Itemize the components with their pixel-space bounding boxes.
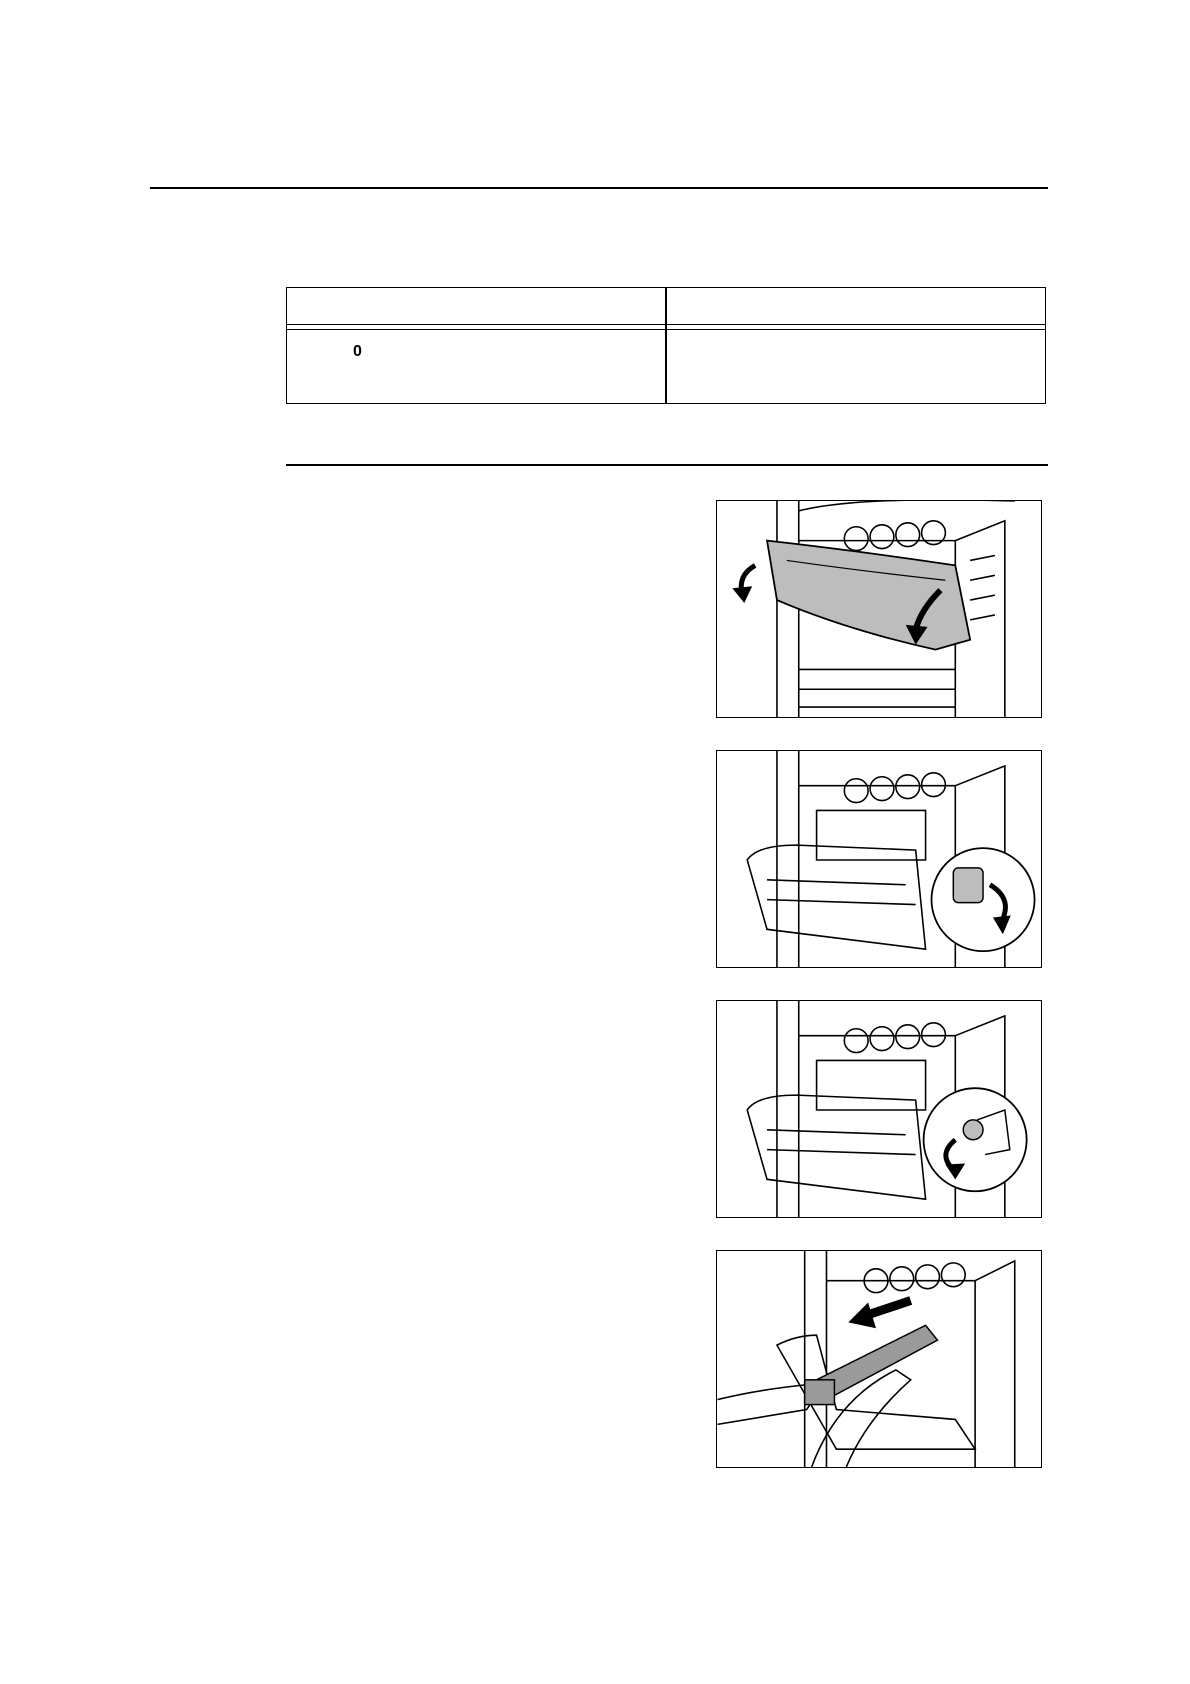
figure-open-front-cover xyxy=(716,500,1042,718)
table-column-divider xyxy=(665,288,667,403)
figure-rotate-lever xyxy=(716,750,1042,968)
spec-table xyxy=(286,287,1046,404)
header-rule xyxy=(150,187,1048,189)
figure-turn-knob xyxy=(716,1000,1042,1218)
printer-lever-rotate-illustration xyxy=(717,751,1041,967)
table-marker-glyph: 0 xyxy=(353,343,362,360)
section-rule xyxy=(286,464,1048,466)
table-header-rule-second xyxy=(287,329,1045,330)
printer-knob-turn-illustration xyxy=(717,1001,1041,1217)
figure-remove-cartridge xyxy=(716,1250,1042,1468)
drum-cartridge-removal-illustration xyxy=(717,1251,1041,1467)
table-header-rule xyxy=(287,324,1045,325)
printer-front-cover-opening-illustration xyxy=(717,501,1041,717)
